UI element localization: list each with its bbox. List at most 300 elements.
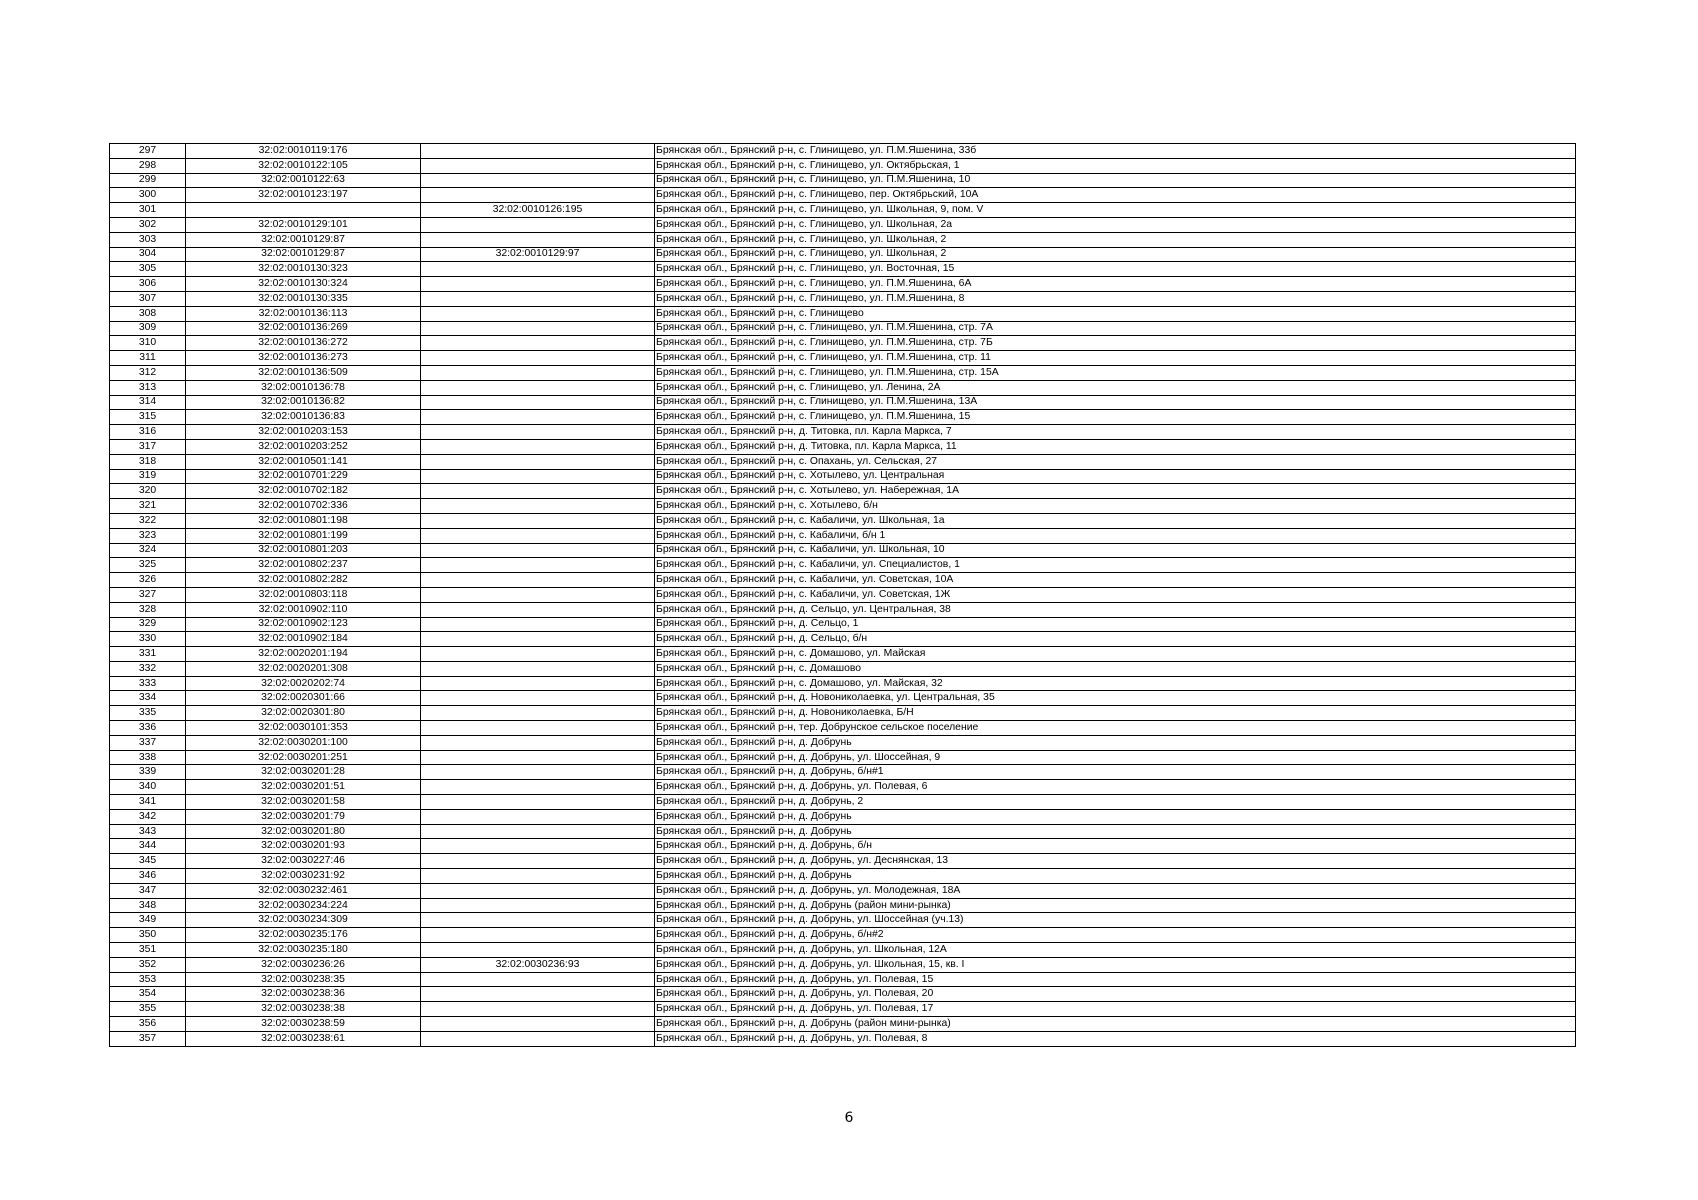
row-number-cell: 309 bbox=[110, 321, 186, 336]
cadastral-number-cell: 32:02:0030238:38 bbox=[186, 1002, 421, 1017]
cadastral-number-cell: 32:02:0020201:194 bbox=[186, 647, 421, 662]
table-row bbox=[110, 913, 1576, 928]
cadastral-number-cell: 32:02:0030236:26 bbox=[186, 957, 421, 972]
address-cell: Брянская обл., Брянский р-н, с. Хотылево, б/н bbox=[655, 499, 1576, 514]
related-cadastral-number-cell bbox=[421, 691, 655, 706]
address-cell: Брянская обл., Брянский р-н, с. Глинищево, ул. Октябрьская, 1 bbox=[655, 158, 1576, 173]
related-cadastral-number-cell bbox=[421, 854, 655, 869]
table-row bbox=[110, 277, 1576, 292]
row-number-cell: 320 bbox=[110, 484, 186, 499]
table-row bbox=[110, 188, 1576, 203]
table-row bbox=[110, 943, 1576, 958]
row-number-cell: 319 bbox=[110, 469, 186, 484]
address-cell: Брянская обл., Брянский р-н, д. Добрунь, ул. Шоссейная, 9 bbox=[655, 750, 1576, 765]
table-row bbox=[110, 380, 1576, 395]
address-cell: Брянская обл., Брянский р-н, с. Глинищево, ул. П.М.Яшенина, стр. 7А bbox=[655, 321, 1576, 336]
table-row bbox=[110, 795, 1576, 810]
related-cadastral-number-cell bbox=[421, 824, 655, 839]
related-cadastral-number-cell bbox=[421, 809, 655, 824]
cadastral-number-cell: 32:02:0010203:153 bbox=[186, 425, 421, 440]
cadastral-number-cell: 32:02:0010136:82 bbox=[186, 395, 421, 410]
related-cadastral-number-cell: 32:02:0010126:195 bbox=[421, 203, 655, 218]
row-number-cell: 317 bbox=[110, 439, 186, 454]
row-number-cell: 321 bbox=[110, 499, 186, 514]
cadastral-number-cell: 32:02:0010801:199 bbox=[186, 528, 421, 543]
table-row bbox=[110, 617, 1576, 632]
address-cell: Брянская обл., Брянский р-н, с. Глинищево, ул. П.М.Яшенина, 13А bbox=[655, 395, 1576, 410]
row-number-cell: 335 bbox=[110, 706, 186, 721]
row-number-cell: 350 bbox=[110, 928, 186, 943]
table-row bbox=[110, 499, 1576, 514]
related-cadastral-number-cell bbox=[421, 351, 655, 366]
address-cell: Брянская обл., Брянский р-н, тер. Добрунское сельское поселение bbox=[655, 721, 1576, 736]
table-row bbox=[110, 173, 1576, 188]
registry-table-body bbox=[110, 144, 1576, 1047]
cadastral-number-cell: 32:02:0030201:58 bbox=[186, 795, 421, 810]
table-row bbox=[110, 869, 1576, 884]
address-cell: Брянская обл., Брянский р-н, с. Глинищево bbox=[655, 306, 1576, 321]
table-row bbox=[110, 972, 1576, 987]
related-cadastral-number-cell bbox=[421, 676, 655, 691]
cadastral-number-cell: 32:02:0010136:273 bbox=[186, 351, 421, 366]
related-cadastral-number-cell bbox=[421, 543, 655, 558]
cadastral-number-cell: 32:02:0010129:87 bbox=[186, 247, 421, 262]
address-cell: Брянская обл., Брянский р-н, д. Добрунь, б/н bbox=[655, 839, 1576, 854]
address-cell: Брянская обл., Брянский р-н, д. Добрунь bbox=[655, 809, 1576, 824]
cadastral-number-cell: 32:02:0030238:35 bbox=[186, 972, 421, 987]
cadastral-number-cell: 32:02:0030238:61 bbox=[186, 1031, 421, 1046]
row-number-cell: 325 bbox=[110, 558, 186, 573]
cadastral-number-cell: 32:02:0010136:509 bbox=[186, 365, 421, 380]
related-cadastral-number-cell bbox=[421, 943, 655, 958]
row-number-cell: 328 bbox=[110, 602, 186, 617]
address-cell: Брянская обл., Брянский р-н, с. Глинищево, ул. П.М.Яшенина, стр. 11 bbox=[655, 351, 1576, 366]
table-row bbox=[110, 957, 1576, 972]
cadastral-number-cell: 32:02:0020301:80 bbox=[186, 706, 421, 721]
related-cadastral-number-cell bbox=[421, 750, 655, 765]
row-number-cell: 330 bbox=[110, 632, 186, 647]
related-cadastral-number-cell bbox=[421, 632, 655, 647]
table-row bbox=[110, 780, 1576, 795]
related-cadastral-number-cell bbox=[421, 365, 655, 380]
related-cadastral-number-cell bbox=[421, 765, 655, 780]
row-number-cell: 352 bbox=[110, 957, 186, 972]
related-cadastral-number-cell bbox=[421, 913, 655, 928]
address-cell: Брянская обл., Брянский р-н, д. Добрунь, б/н#1 bbox=[655, 765, 1576, 780]
table-row bbox=[110, 247, 1576, 262]
address-cell: Брянская обл., Брянский р-н, с. Кабаличи, б/н 1 bbox=[655, 528, 1576, 543]
row-number-cell: 334 bbox=[110, 691, 186, 706]
address-cell: Брянская обл., Брянский р-н, д. Добрунь (район мини-рынка) bbox=[655, 898, 1576, 913]
related-cadastral-number-cell bbox=[421, 513, 655, 528]
address-cell: Брянская обл., Брянский р-н, с. Домашово bbox=[655, 661, 1576, 676]
row-number-cell: 346 bbox=[110, 869, 186, 884]
row-number-cell: 302 bbox=[110, 217, 186, 232]
row-number-cell: 324 bbox=[110, 543, 186, 558]
related-cadastral-number-cell bbox=[421, 1002, 655, 1017]
related-cadastral-number-cell bbox=[421, 1017, 655, 1032]
cadastral-number-cell: 32:02:0030234:224 bbox=[186, 898, 421, 913]
related-cadastral-number-cell bbox=[421, 410, 655, 425]
address-cell: Брянская обл., Брянский р-н, д. Титовка, пл. Карла Маркса, 11 bbox=[655, 439, 1576, 454]
row-number-cell: 301 bbox=[110, 203, 186, 218]
cadastral-number-cell: 32:02:0010802:237 bbox=[186, 558, 421, 573]
related-cadastral-number-cell bbox=[421, 395, 655, 410]
address-cell: Брянская обл., Брянский р-н, д. Добрунь, ул. Полевая, 6 bbox=[655, 780, 1576, 795]
related-cadastral-number-cell: 32:02:0010129:97 bbox=[421, 247, 655, 262]
cadastral-number-cell: 32:02:0010702:336 bbox=[186, 499, 421, 514]
address-cell: Брянская обл., Брянский р-н, д. Добрунь, ул. Полевая, 8 bbox=[655, 1031, 1576, 1046]
related-cadastral-number-cell: 32:02:0030236:93 bbox=[421, 957, 655, 972]
table-row bbox=[110, 647, 1576, 662]
related-cadastral-number-cell bbox=[421, 188, 655, 203]
address-cell: Брянская обл., Брянский р-н, с. Глинищево, ул. П.М.Яшенина, стр. 7Б bbox=[655, 336, 1576, 351]
table-row bbox=[110, 987, 1576, 1002]
related-cadastral-number-cell bbox=[421, 721, 655, 736]
cadastral-number-cell: 32:02:0030201:79 bbox=[186, 809, 421, 824]
table-row bbox=[110, 1017, 1576, 1032]
address-cell: Брянская обл., Брянский р-н, с. Домашово, ул. Майская, 32 bbox=[655, 676, 1576, 691]
cadastral-number-cell: 32:02:0010501:141 bbox=[186, 454, 421, 469]
related-cadastral-number-cell bbox=[421, 454, 655, 469]
row-number-cell: 339 bbox=[110, 765, 186, 780]
address-cell: Брянская обл., Брянский р-н, с. Хотылево, ул. Набережная, 1А bbox=[655, 484, 1576, 499]
address-cell: Брянская обл., Брянский р-н, с. Глинищево, ул. Школьная, 2 bbox=[655, 232, 1576, 247]
row-number-cell: 316 bbox=[110, 425, 186, 440]
address-cell: Брянская обл., Брянский р-н, д. Добрунь, ул. Деснянская, 13 bbox=[655, 854, 1576, 869]
cadastral-number-cell: 32:02:0030201:251 bbox=[186, 750, 421, 765]
related-cadastral-number-cell bbox=[421, 306, 655, 321]
address-cell: Брянская обл., Брянский р-н, д. Добрунь, ул. Полевая, 20 bbox=[655, 987, 1576, 1002]
row-number-cell: 340 bbox=[110, 780, 186, 795]
related-cadastral-number-cell bbox=[421, 277, 655, 292]
cadastral-number-cell: 32:02:0030235:176 bbox=[186, 928, 421, 943]
cadastral-number-cell: 32:02:0030201:51 bbox=[186, 780, 421, 795]
table-row bbox=[110, 632, 1576, 647]
cadastral-number-cell: 32:02:0030201:93 bbox=[186, 839, 421, 854]
address-cell: Брянская обл., Брянский р-н, с. Глинищево, ул. П.М.Яшенина, 6А bbox=[655, 277, 1576, 292]
row-number-cell: 308 bbox=[110, 306, 186, 321]
table-row bbox=[110, 469, 1576, 484]
row-number-cell: 348 bbox=[110, 898, 186, 913]
table-row bbox=[110, 513, 1576, 528]
address-cell: Брянская обл., Брянский р-н, д. Добрунь bbox=[655, 824, 1576, 839]
row-number-cell: 345 bbox=[110, 854, 186, 869]
related-cadastral-number-cell bbox=[421, 499, 655, 514]
table-row bbox=[110, 839, 1576, 854]
address-cell: Брянская обл., Брянский р-н, д. Добрунь, б/н#2 bbox=[655, 928, 1576, 943]
table-row bbox=[110, 558, 1576, 573]
table-row bbox=[110, 410, 1576, 425]
related-cadastral-number-cell bbox=[421, 425, 655, 440]
cadastral-number-cell: 32:02:0010122:105 bbox=[186, 158, 421, 173]
address-cell: Брянская обл., Брянский р-н, д. Добрунь (район мини-рынка) bbox=[655, 1017, 1576, 1032]
address-cell: Брянская обл., Брянский р-н, с. Глинищево, ул. Школьная, 2а bbox=[655, 217, 1576, 232]
cadastral-number-cell: 32:02:0010130:324 bbox=[186, 277, 421, 292]
related-cadastral-number-cell bbox=[421, 380, 655, 395]
address-cell: Брянская обл., Брянский р-н, д. Добрунь bbox=[655, 735, 1576, 750]
table-row bbox=[110, 203, 1576, 218]
row-number-cell: 310 bbox=[110, 336, 186, 351]
table-row bbox=[110, 735, 1576, 750]
related-cadastral-number-cell bbox=[421, 484, 655, 499]
row-number-cell: 311 bbox=[110, 351, 186, 366]
related-cadastral-number-cell bbox=[421, 706, 655, 721]
cadastral-number-cell: 32:02:0010902:123 bbox=[186, 617, 421, 632]
row-number-cell: 342 bbox=[110, 809, 186, 824]
address-cell: Брянская обл., Брянский р-н, д. Сельцо, 1 bbox=[655, 617, 1576, 632]
row-number-cell: 304 bbox=[110, 247, 186, 262]
row-number-cell: 337 bbox=[110, 735, 186, 750]
table-row bbox=[110, 854, 1576, 869]
address-cell: Брянская обл., Брянский р-н, с. Кабаличи, ул. Советская, 1Ж bbox=[655, 587, 1576, 602]
row-number-cell: 305 bbox=[110, 262, 186, 277]
cadastral-number-cell: 32:02:0010123:197 bbox=[186, 188, 421, 203]
address-cell: Брянская обл., Брянский р-н, д. Новониколаевка, Б/Н bbox=[655, 706, 1576, 721]
table-row bbox=[110, 321, 1576, 336]
related-cadastral-number-cell bbox=[421, 602, 655, 617]
row-number-cell: 300 bbox=[110, 188, 186, 203]
table-row bbox=[110, 1031, 1576, 1046]
related-cadastral-number-cell bbox=[421, 336, 655, 351]
related-cadastral-number-cell bbox=[421, 972, 655, 987]
address-cell: Брянская обл., Брянский р-н, с. Глинищево, ул. Школьная, 2 bbox=[655, 247, 1576, 262]
related-cadastral-number-cell bbox=[421, 987, 655, 1002]
row-number-cell: 347 bbox=[110, 883, 186, 898]
row-number-cell: 314 bbox=[110, 395, 186, 410]
table-row bbox=[110, 543, 1576, 558]
address-cell: Брянская обл., Брянский р-н, с. Глинищево, ул. П.М.Яшенина, 8 bbox=[655, 291, 1576, 306]
address-cell: Брянская обл., Брянский р-н, д. Сельцо, ул. Центральная, 38 bbox=[655, 602, 1576, 617]
cadastral-number-cell: 32:02:0010136:269 bbox=[186, 321, 421, 336]
cadastral-number-cell: 32:02:0010902:110 bbox=[186, 602, 421, 617]
cadastral-number-cell: 32:02:0030235:180 bbox=[186, 943, 421, 958]
cadastral-number-cell: 32:02:0010136:78 bbox=[186, 380, 421, 395]
row-number-cell: 329 bbox=[110, 617, 186, 632]
row-number-cell: 298 bbox=[110, 158, 186, 173]
row-number-cell: 354 bbox=[110, 987, 186, 1002]
row-number-cell: 356 bbox=[110, 1017, 186, 1032]
related-cadastral-number-cell bbox=[421, 173, 655, 188]
cadastral-number-cell: 32:02:0010801:203 bbox=[186, 543, 421, 558]
related-cadastral-number-cell bbox=[421, 780, 655, 795]
table-row bbox=[110, 306, 1576, 321]
cadastral-number-cell: 32:02:0010136:272 bbox=[186, 336, 421, 351]
table-row bbox=[110, 573, 1576, 588]
related-cadastral-number-cell bbox=[421, 617, 655, 632]
cadastral-number-cell: 32:02:0010203:252 bbox=[186, 439, 421, 454]
table-row bbox=[110, 439, 1576, 454]
related-cadastral-number-cell bbox=[421, 232, 655, 247]
table-row bbox=[110, 706, 1576, 721]
related-cadastral-number-cell bbox=[421, 528, 655, 543]
table-row bbox=[110, 144, 1576, 159]
table-row bbox=[110, 217, 1576, 232]
cadastral-number-cell: 32:02:0010136:113 bbox=[186, 306, 421, 321]
cadastral-number-cell: 32:02:0030201:100 bbox=[186, 735, 421, 750]
table-row bbox=[110, 721, 1576, 736]
table-row bbox=[110, 661, 1576, 676]
address-cell: Брянская обл., Брянский р-н, д. Новониколаевка, ул. Центральная, 35 bbox=[655, 691, 1576, 706]
address-cell: Брянская обл., Брянский р-н, д. Добрунь bbox=[655, 869, 1576, 884]
table-row bbox=[110, 232, 1576, 247]
cadastral-number-cell: 32:02:0020201:308 bbox=[186, 661, 421, 676]
address-cell: Брянская обл., Брянский р-н, д. Сельцо, б/н bbox=[655, 632, 1576, 647]
address-cell: Брянская обл., Брянский р-н, с. Глинищево, ул. П.М.Яшенина, 33б bbox=[655, 144, 1576, 159]
registry-table bbox=[109, 143, 1576, 1047]
table-row bbox=[110, 928, 1576, 943]
related-cadastral-number-cell bbox=[421, 883, 655, 898]
related-cadastral-number-cell bbox=[421, 291, 655, 306]
address-cell: Брянская обл., Брянский р-н, с. Глинищево, пер. Октябрьский, 10А bbox=[655, 188, 1576, 203]
address-cell: Брянская обл., Брянский р-н, с. Глинищево, ул. П.М.Яшенина, 10 bbox=[655, 173, 1576, 188]
address-cell: Брянская обл., Брянский р-н, с. Глинищево, ул. П.М.Яшенина, стр. 15А bbox=[655, 365, 1576, 380]
cadastral-number-cell: 32:02:0030238:59 bbox=[186, 1017, 421, 1032]
cadastral-number-cell: 32:02:0010136:83 bbox=[186, 410, 421, 425]
table-row bbox=[110, 587, 1576, 602]
row-number-cell: 326 bbox=[110, 573, 186, 588]
cadastral-number-cell bbox=[186, 203, 421, 218]
table-row bbox=[110, 425, 1576, 440]
row-number-cell: 336 bbox=[110, 721, 186, 736]
related-cadastral-number-cell bbox=[421, 795, 655, 810]
address-cell: Брянская обл., Брянский р-н, с. Хотылево, ул. Центральная bbox=[655, 469, 1576, 484]
row-number-cell: 344 bbox=[110, 839, 186, 854]
table-row bbox=[110, 809, 1576, 824]
table-row bbox=[110, 158, 1576, 173]
table-row bbox=[110, 395, 1576, 410]
table-row bbox=[110, 336, 1576, 351]
table-row bbox=[110, 765, 1576, 780]
row-number-cell: 341 bbox=[110, 795, 186, 810]
table-row bbox=[110, 262, 1576, 277]
table-row bbox=[110, 484, 1576, 499]
address-cell: Брянская обл., Брянский р-н, д. Добрунь, ул. Школьная, 12А bbox=[655, 943, 1576, 958]
address-cell: Брянская обл., Брянский р-н, д. Добрунь, ул. Школьная, 15, кв. I bbox=[655, 957, 1576, 972]
cadastral-number-cell: 32:02:0010130:323 bbox=[186, 262, 421, 277]
table-row bbox=[110, 691, 1576, 706]
cadastral-number-cell: 32:02:0030101:353 bbox=[186, 721, 421, 736]
cadastral-number-cell: 32:02:0010801:198 bbox=[186, 513, 421, 528]
address-cell: Брянская обл., Брянский р-н, с. Глинищево, ул. П.М.Яшенина, 15 bbox=[655, 410, 1576, 425]
address-cell: Брянская обл., Брянский р-н, с. Кабаличи, ул. Советская, 10А bbox=[655, 573, 1576, 588]
address-cell: Брянская обл., Брянский р-н, д. Титовка, пл. Карла Маркса, 7 bbox=[655, 425, 1576, 440]
row-number-cell: 313 bbox=[110, 380, 186, 395]
address-cell: Брянская обл., Брянский р-н, с. Кабаличи, ул. Школьная, 10 bbox=[655, 543, 1576, 558]
row-number-cell: 333 bbox=[110, 676, 186, 691]
related-cadastral-number-cell bbox=[421, 647, 655, 662]
related-cadastral-number-cell bbox=[421, 928, 655, 943]
table-row bbox=[110, 291, 1576, 306]
table-row bbox=[110, 750, 1576, 765]
cadastral-number-cell: 32:02:0030238:36 bbox=[186, 987, 421, 1002]
related-cadastral-number-cell bbox=[421, 144, 655, 159]
address-cell: Брянская обл., Брянский р-н, с. Глинищево, ул. Восточная, 15 bbox=[655, 262, 1576, 277]
address-cell: Брянская обл., Брянский р-н, с. Глинищево, ул. Школьная, 9, пом. V bbox=[655, 203, 1576, 218]
table-row bbox=[110, 898, 1576, 913]
row-number-cell: 315 bbox=[110, 410, 186, 425]
cadastral-number-cell: 32:02:0030227:46 bbox=[186, 854, 421, 869]
cadastral-number-cell: 32:02:0010802:282 bbox=[186, 573, 421, 588]
row-number-cell: 357 bbox=[110, 1031, 186, 1046]
address-cell: Брянская обл., Брянский р-н, д. Добрунь, ул. Шоссейная (уч.13) bbox=[655, 913, 1576, 928]
cadastral-number-cell: 32:02:0010902:184 bbox=[186, 632, 421, 647]
address-cell: Брянская обл., Брянский р-н, д. Добрунь, 2 bbox=[655, 795, 1576, 810]
table-row bbox=[110, 528, 1576, 543]
table-row bbox=[110, 351, 1576, 366]
cadastral-number-cell: 32:02:0010702:182 bbox=[186, 484, 421, 499]
table-row bbox=[110, 676, 1576, 691]
cadastral-number-cell: 32:02:0030231:92 bbox=[186, 869, 421, 884]
row-number-cell: 318 bbox=[110, 454, 186, 469]
row-number-cell: 306 bbox=[110, 277, 186, 292]
cadastral-number-cell: 32:02:0030201:28 bbox=[186, 765, 421, 780]
cadastral-number-cell: 32:02:0020301:66 bbox=[186, 691, 421, 706]
row-number-cell: 307 bbox=[110, 291, 186, 306]
cadastral-number-cell: 32:02:0030201:80 bbox=[186, 824, 421, 839]
address-cell: Брянская обл., Брянский р-н, с. Глинищево, ул. Ленина, 2А bbox=[655, 380, 1576, 395]
table-row bbox=[110, 454, 1576, 469]
related-cadastral-number-cell bbox=[421, 869, 655, 884]
cadastral-number-cell: 32:02:0030232:461 bbox=[186, 883, 421, 898]
related-cadastral-number-cell bbox=[421, 898, 655, 913]
row-number-cell: 297 bbox=[110, 144, 186, 159]
row-number-cell: 355 bbox=[110, 1002, 186, 1017]
table-row bbox=[110, 824, 1576, 839]
related-cadastral-number-cell bbox=[421, 661, 655, 676]
page-number: 6 bbox=[844, 1110, 854, 1126]
row-number-cell: 338 bbox=[110, 750, 186, 765]
table-row bbox=[110, 1002, 1576, 1017]
table-row bbox=[110, 883, 1576, 898]
address-cell: Брянская обл., Брянский р-н, д. Добрунь, ул. Полевая, 15 bbox=[655, 972, 1576, 987]
row-number-cell: 323 bbox=[110, 528, 186, 543]
cadastral-number-cell: 32:02:0010130:335 bbox=[186, 291, 421, 306]
related-cadastral-number-cell bbox=[421, 321, 655, 336]
related-cadastral-number-cell bbox=[421, 735, 655, 750]
cadastral-number-cell: 32:02:0010803:118 bbox=[186, 587, 421, 602]
related-cadastral-number-cell bbox=[421, 1031, 655, 1046]
address-cell: Брянская обл., Брянский р-н, д. Добрунь, ул. Полевая, 17 bbox=[655, 1002, 1576, 1017]
row-number-cell: 327 bbox=[110, 587, 186, 602]
related-cadastral-number-cell bbox=[421, 439, 655, 454]
cadastral-number-cell: 32:02:0010129:101 bbox=[186, 217, 421, 232]
cadastral-number-cell: 32:02:0010701:229 bbox=[186, 469, 421, 484]
row-number-cell: 332 bbox=[110, 661, 186, 676]
cadastral-number-cell: 32:02:0010119:176 bbox=[186, 144, 421, 159]
row-number-cell: 303 bbox=[110, 232, 186, 247]
related-cadastral-number-cell bbox=[421, 839, 655, 854]
row-number-cell: 351 bbox=[110, 943, 186, 958]
cadastral-number-cell: 32:02:0010129:87 bbox=[186, 232, 421, 247]
cadastral-number-cell: 32:02:0030234:309 bbox=[186, 913, 421, 928]
related-cadastral-number-cell bbox=[421, 573, 655, 588]
row-number-cell: 322 bbox=[110, 513, 186, 528]
row-number-cell: 331 bbox=[110, 647, 186, 662]
address-cell: Брянская обл., Брянский р-н, с. Домашово, ул. Майская bbox=[655, 647, 1576, 662]
related-cadastral-number-cell bbox=[421, 587, 655, 602]
address-cell: Брянская обл., Брянский р-н, с. Кабаличи, ул. Школьная, 1а bbox=[655, 513, 1576, 528]
row-number-cell: 343 bbox=[110, 824, 186, 839]
address-cell: Брянская обл., Брянский р-н, с. Кабаличи, ул. Специалистов, 1 bbox=[655, 558, 1576, 573]
row-number-cell: 312 bbox=[110, 365, 186, 380]
address-cell: Брянская обл., Брянский р-н, д. Добрунь, ул. Молодежная, 18А bbox=[655, 883, 1576, 898]
related-cadastral-number-cell bbox=[421, 158, 655, 173]
row-number-cell: 353 bbox=[110, 972, 186, 987]
cadastral-number-cell: 32:02:0020202:74 bbox=[186, 676, 421, 691]
table-row bbox=[110, 602, 1576, 617]
related-cadastral-number-cell bbox=[421, 217, 655, 232]
